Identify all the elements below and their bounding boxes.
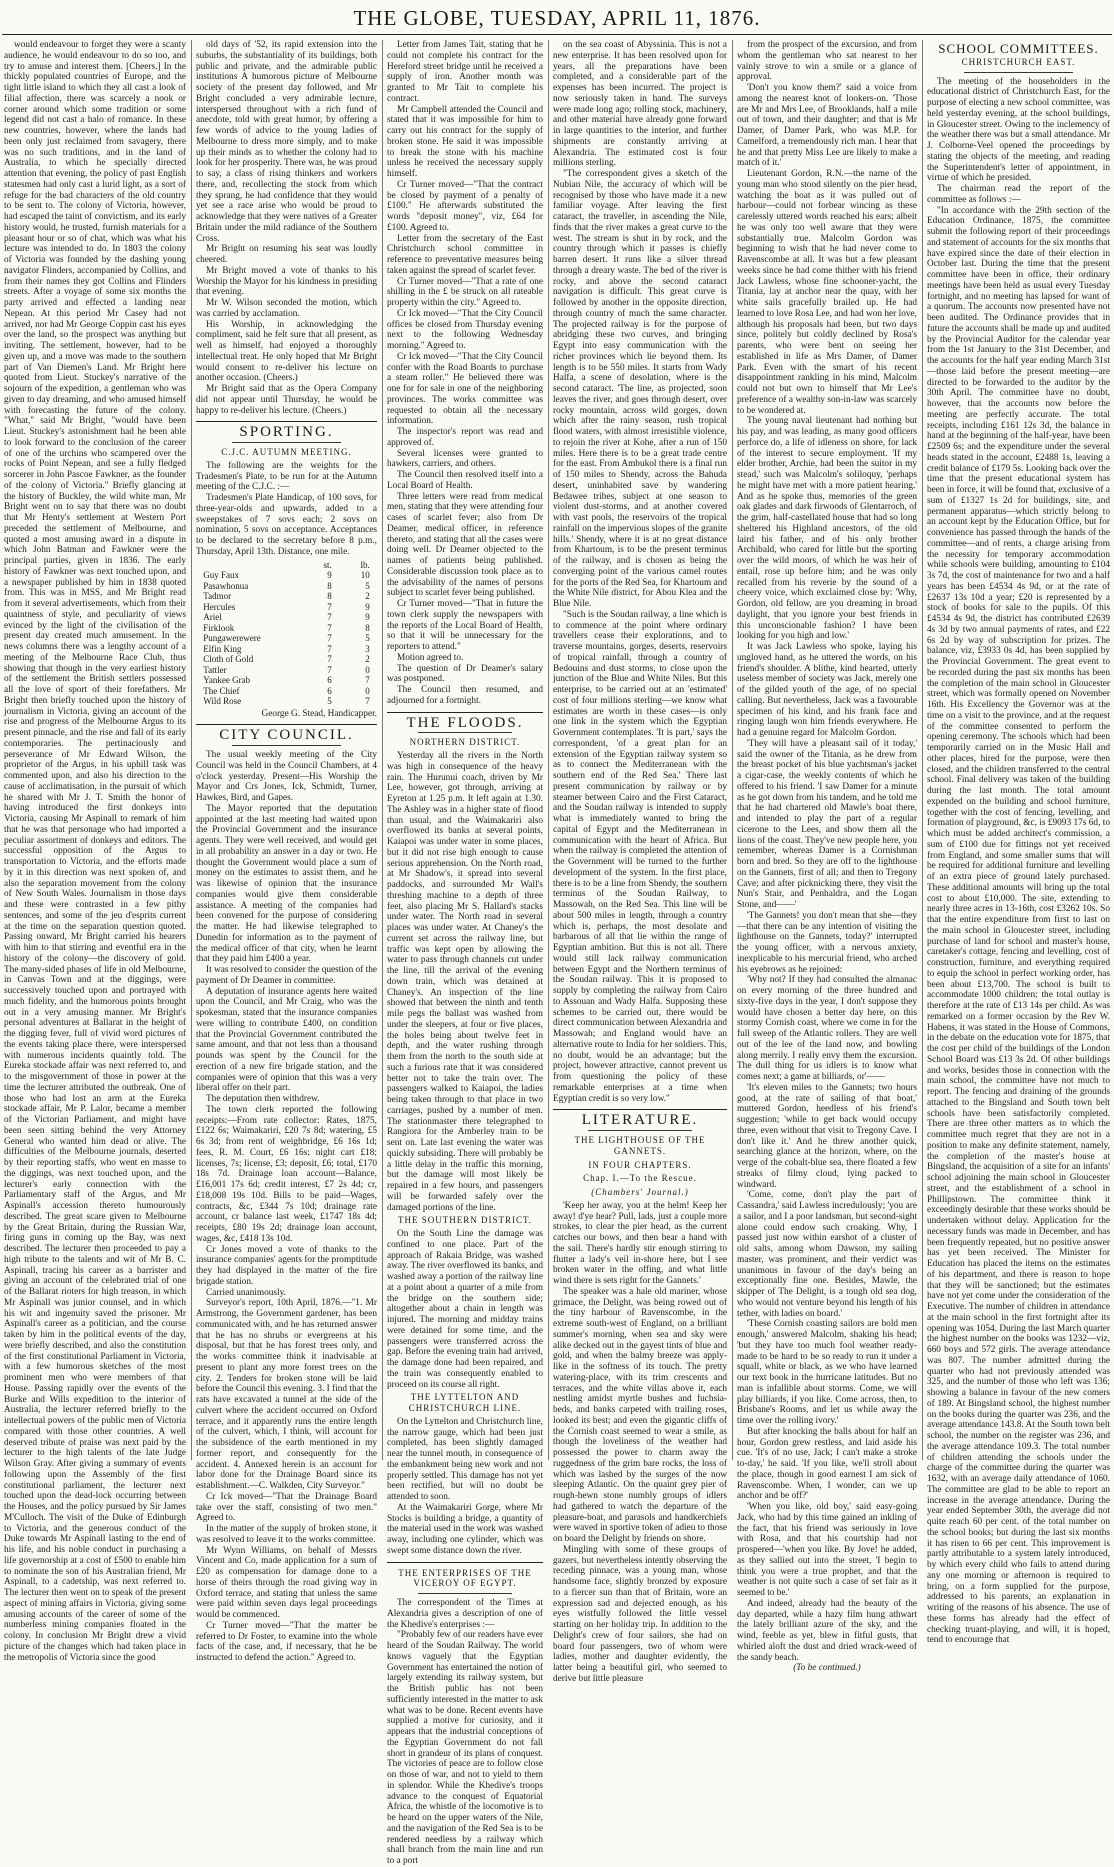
paragraph: Mr Bright moved a vote of thanks to his Worship the Mayor for his kindness in presiding that evening.	[196, 265, 377, 298]
column-divider	[191, 40, 192, 1460]
paragraph: The town clerk reported the following receipts:—From rate collector: Rates, 1875, £122 6s; Waimakariri, £20 7s 8d; watering, £5 6s 3d; from rent of weighbridge, £6 16s 1d; fees, R. M. Court, £6 16s; night cart £18; licenses, 7s; license, £3; deposit, £6; total, £170 18s 7d. Drainage loan account—Balance, £16,001 17s 6d; credit interest, £7 2s 4d; cr, £18,008 19s 10d. Bills to be paid—Wages, contracts, &c, £344 7s 10d; drainage rate account, cr balance last week, £1747 18s 4d; receipts, £80 19s 2d; drainage loan account, wages, &c, £418 13s 10d.	[196, 1104, 377, 1244]
paragraph: from the prospect of the excursion, and from whom the gentleman who sat nearest to her vainly strove to win a smile or a glance of approval.	[737, 40, 917, 83]
table-row	[203, 633, 370, 644]
weight-st: 7	[327, 622, 332, 633]
paragraph: 'Keep her away, you at the helm! Keep her away! d'ye hear? Pull, lads, just a couple more strokes, to clear the pier head, as the current catches our bows, and then bear a hand with the sail. There's hardly stir enough stirring to flutter a lady's veil in-shore here, but I see broken water in the offing, and what little wind there is sets right for the Gannets.'	[553, 1200, 727, 1286]
paragraph: Three letters were read from medical men, stating that they were attending four cases of scarlet fever; also from Dr Deamer, medical officer, in reference thereto, and stating that all the cases were doing well. Dr Deamer objected to the names of patients being published. Considerable discussion took place as to the advisability of the names of persons subject to scarlet fever being published.	[387, 491, 543, 599]
paragraph: The usual weekly meeting of the City Council was held in the Council Chambers, at 4 o'clock yesterday. Present—His Worship the Mayor and Crs Jones, Ick, Schmidt, Turner, Hawkes, Bird, and Gapes.	[196, 750, 377, 803]
paragraph: 'Don't you know them?' said a voice from among the nearest knot of lookers-on. 'Those are Mr and Mrs Lee, of Brooklands, half a mile out of town, and their daughter; and that is Mr Damer, of Damer Park, who was M.P. for Camelford, a tremendously rich man. I hear that he and that pretty Miss Lee are likely to make a match of it.'	[737, 83, 917, 169]
weight-st: 7	[327, 643, 332, 654]
table-row	[203, 675, 370, 686]
viceroy-headline: THE ENTERPRISES OF THE VICEROY OF EGYPT.	[398, 1567, 532, 1589]
table-row	[203, 591, 370, 602]
paragraph: The inspector's report was read and approved of.	[387, 427, 543, 448]
paragraph: 'The Gannets! you don't mean that she—they—that there can be any intention of visiting the lighthouse on the Gannets, today?' interrupted the young officer, with a nervous anxiety, inexplicable to his mercurial friend, who arched his eyebrows as he rejoined:	[737, 910, 917, 975]
paragraph: And indeed, already had the beauty of the day departed, while a hazy film hung athwart the lately brilliant azure of the sky, and the wind, feeble as yet, blew in fitful gusts, that whirled aloft the dust and dried wrack-weed of the sandy beach.	[737, 1598, 917, 1663]
weight-lb: 5	[365, 633, 370, 643]
weight-st: 6	[327, 675, 332, 685]
column-divider	[732, 40, 733, 1460]
paragraph: Carried unanimously.	[206, 1287, 286, 1298]
paragraph: The Council then resumed, and adjourned for a fortnight.	[387, 685, 543, 706]
paragraph: Cr Jones moved a vote of thanks to the insurance companies' agents for the promptitude they had displayed in the matter of the fire brigade station.	[196, 1244, 377, 1287]
school-committees-headline: SCHOOL COMMITTEES.	[938, 41, 1099, 56]
table-row	[203, 686, 370, 697]
paragraph: Letter from the secretary of the East Christchurch school committee in reference to preventative measures being taken against the spread of scarlet fever.	[387, 233, 543, 276]
weight-lb: 2	[365, 591, 370, 601]
paragraph: Several licenses were granted to hawkers, carriers, and others.	[387, 448, 543, 470]
section-rule	[553, 1109, 727, 1110]
paragraph: Lieutenant Gordon, R.N.—the name of the young man who stood silently on the pier head, watching the boat as it was pulled out of harbour—could not forbear wincing as these carelessly uttered words reached his ears; albeit he was only too well aware that they were substantially true. Malcolm Gordon was beginning to wish that he had never come to Ravenscombe at all. It was but a few pleasant weeks since he had come thither with his friend Jack Lawless, whose fine schooner-yacht, the Titania, lay at anchor near the quay, with her white sails gracefully brailed up. He had learned to love Rosa Lee, and had won her love, although his proposals had been, but two days since, politely but coldly declined by Rosa's parents, who were bent on seeing her established in life as Mrs Damer, of Damer Park. Even with the smart of his recent disappointment rankling in his mind, Malcolm could not but own to himself that Mr Lee's preference of a wealthy son-in-law was scarcely to be wondered at.	[737, 169, 917, 416]
paragraph: Motion agreed to.	[397, 652, 464, 663]
weight-lb: 0	[365, 664, 370, 675]
horse-name: Pasawhonua	[203, 580, 249, 591]
paragraph: The Mayor reported that the deputation appointed at the last meeting had waited upon the Provincial Government and the insurance agents. They were well received, and would get in all probability an answer in a day or two. He thought the Government would place a sum of money on the estimates to assist them, and he was likewise of opinion that the insurance companies would give them considerable assistance. A meeting of the companies had been convened for the purpose of considering the matter. He had likewise telegraphed to Dunedin for information as to the payment of the medical officer of that city, when he learnt that they paid him £400 a year.	[196, 803, 377, 965]
paragraph: Mr Bright on resuming his seat was loudly cheered.	[196, 244, 377, 265]
weight-lb: 2	[365, 654, 370, 664]
weight-lb: 0	[365, 685, 370, 696]
paragraph: Cr Ick moved—"That the City Council offices be closed from Thursday evening next to the following Wednesday morning." Agreed to.	[387, 308, 543, 351]
horse-name: Yankee Grab	[203, 675, 251, 685]
paragraph: The chairman read the report of the committee as follows :—	[927, 184, 1110, 205]
table-row	[203, 644, 370, 655]
horse-name: Tattler	[203, 664, 227, 675]
paragraph: 'When you like, old boy,' said easy-going Jack, who had by this time gained an inkling of the fact, that his friend was seriously in love with Rosa, and that his courtship had not prospered—'when you like. By Jove! he added, as they sallied out into the street, 'I begin to think you were a true prophet, and that the weather is not quite such a case of set fair as it seemed to be.'	[737, 1502, 917, 1598]
paragraph: Tradesmen's Plate Handicap, of 100 sovs, for three-year-olds and upwards, added to a sweepstakes of 7 sovs each; 2 sovs on nomination, 5 sovs on acceptance. Acceptances to be declared to the secretary before 8 p.m., Thursday, April 13th. Distance, one mile.	[196, 493, 377, 557]
table-row	[203, 665, 370, 676]
horse-name: Pungawerewere	[203, 633, 261, 643]
section-rule	[196, 724, 377, 725]
column-5	[737, 40, 917, 1674]
table-row	[203, 602, 370, 613]
paragraph: In the matter of the supply of broken stone, it was resolved to leave it to the works committee.	[196, 1524, 377, 1545]
floods-headline: THE FLOODS.	[406, 714, 524, 731]
weight-lb: 3	[365, 643, 370, 654]
paragraph: The meeting of the householders in the educational district of Christchurch East, for the purpose of electing a new school committee, was held yesterday evening, at the school buildings, in Gloucester street. Owing to the inclemency of the weather there was but a small attendance. Mr J. Colborne-Veel opened the proceedings by stating the objects of the meeting, and reading the Superintendent's letter of appointment, in virtue of which he presided.	[927, 76, 1110, 184]
floods-subhead: NORTHERN DISTRICT.	[409, 737, 521, 748]
column-3	[387, 40, 543, 1866]
separator	[588, 1130, 692, 1131]
weight-lb: 9	[365, 601, 370, 612]
section-rule	[196, 421, 377, 422]
table-row	[203, 623, 370, 634]
paragraph: On the Lyttelton and Christchurch line, the narrow gauge, which had been just completed, has been slightly damaged near the tunnel mouth, in consequence of the embankment being new work and not properly settled. This damage has not yet been rectified, but will no doubt be attended to soon.	[387, 1416, 543, 1502]
city-council-headline: CITY COUNCIL.	[219, 727, 354, 744]
weight-st: 7	[327, 633, 332, 643]
section-rule	[387, 712, 543, 713]
lecture-conclusion: old days of '52, its rapid extension into the suburbs, the substantiality of its buildings, both public and private, and the admirable public institutions A humorous picture of Melbourne society of the present day followed, and Mr Bright concluded a very admirable lecture, interspersed throughout with a rich fund of anecdote, told with great humor, by offering a few words of advice to the young ladies of Melbourne to dress more simply, and to make up their minds as to whether the colony had to look for her prosperity. There was, he was proud to say, a class of rising thinkers and workers there, and, recollecting the stock from which they sprang, he had confidence that they would yet see a race arise who would be proud to acknowledge that they were natives of a Greater Britain under the mild radiance of the Southern Cross.	[196, 40, 377, 244]
column-divider	[548, 40, 549, 1460]
paragraph: 'These Cornish coasting sailors are bold men enough,' answered Malcolm, shaking his head; 'but they have too much fool weather ready-made to be hard to be so ready to run it under a squall, white or black, as we who have learned our text book in the hurricane latitudes. But no man is infallible about storms. Come, we will play billiards, if you like. Come across, then, to Brisbane's Rooms, and let us while away the time over the rolling ivory.'	[737, 1319, 917, 1426]
sporting-subhead: C.J.C. AUTUMN MEETING.	[221, 447, 352, 457]
paragraph: Mr Wynn Williams, on behalf of Messrs Vincent and Co, made application for a sum of £20 as compensation for damage done to a horse of theirs through the road giving way in Oxford terrace, and stating that unless the same were paid within seven days legal proceedings would be commenced.	[196, 1545, 377, 1620]
weight-lb: 7	[365, 696, 370, 706]
story-chapters: IN FOUR CHAPTERS.	[588, 1159, 692, 1170]
school-subhead: CHRISTCHURCH EAST.	[961, 56, 1076, 67]
paragraph: But after knocking the balls about for half an hour, Gordon grew restless, and laid aside his cue. 'It's of no use, Jack; I can't make a stroke to-day,' he said. 'If you like, we'll stroll about the place, though in good earnest I am sick of Ravenscombe. When, I wonder, can we up anchor and be off?'	[737, 1426, 917, 1502]
column-divider	[382, 40, 383, 1460]
story-title: THE LIGHTHOUSE OF THE GANNETS.	[574, 1135, 706, 1156]
sporting-headline: SPORTING.	[239, 424, 334, 441]
weight-st: 7	[327, 654, 332, 664]
paragraph: The young naval lieutenant had nothing but his pay, and was leading, as many good officers perforce do, a life of idleness on shore, for lack of the interest to secure employment. 'If my elder brother, Archie, had been the suitor in my stead,' such was Malcolm's soliloquy, 'perhaps he might have met with a more patient hearing.' And as he spoke thus, memories of the green oak glades and dark firwoods of Glentarroch, of the grim, half-castellated house that had so long sheltered his Highland ancestors, of the old laird his father, and of his only brother Archibald, who cared for little but the sporting over the wild moors, of which he was heir of entail, rose up before him; and he was only recalled from his reverie by the sound of a cheery voice, which exclaimed close by: 'Why, Gordon, old fellow, are you dreaming in broad daylight, that you ignore your best friends in this unconscionable fashion? I have been looking for you high and low.'	[737, 416, 917, 642]
paragraph: 'It's eleven miles to the Gannets; two hours good, at the rate of sailing of that boat,' muttered Gordon, heedless of his friend's suggestion; 'while to get back would occupy three, even without that visit to Tregony Cave. I don't like it.' And he threw another quick, searching glance at the horizon, where, on the verge of the cobalt-blue sea, there floated a few streaks of filmy cloud, lying packed to windward.	[737, 1082, 917, 1190]
paragraph: Cr Turner moved—"That in future the town clerk supply the newspapers with the reports of the Local Board of Health, so that it will be unnecessary for the reporters to attend."	[387, 599, 543, 652]
chapter-title: Chap. I.—To the Rescue.	[583, 1173, 697, 1184]
table-row	[203, 581, 370, 592]
literature-headline: LITERATURE.	[581, 1112, 699, 1129]
weight-lb: 10	[360, 570, 370, 580]
paragraph: It was resolved to consider the question of the payment of Dr Deamer in committee.	[196, 965, 377, 986]
paragraph: Cr Turner moved—"That the contract be closed by payment of a penalty of £100." He afterwards substituted the words "deposit money", viz, £64 for £100. Agreed to.	[387, 179, 543, 233]
table-header-cell	[203, 560, 294, 571]
weight-st: 7	[327, 601, 332, 612]
paragraph: At the Waimakariri Gorge, where Mr Stocks is building a bridge, a quantity of the material used in the work was washed away, including one cylinder, which was swept some distance down the river.	[387, 1502, 543, 1556]
masthead: THE GLOBE, TUESDAY, APRIL 11, 1876.	[353, 6, 761, 30]
separator	[418, 1593, 512, 1594]
paragraph: The question of Dr Deamer's salary was postponed.	[387, 663, 543, 685]
lecture-text: would endeavour to forget they were a scanty audience, he would endeavour to do so too, and try to amuse and interest them. [Cheers.] In the thickly populated countries of Europe, and the tight little island to which they all cast a look of filial affection, there was scarcely a nook or corner around which some tradition or some legend did not cast a halo of romance. In these new countries, however, where the lands had been only just reclaimed from savagery, there was no such traditions, and in the land of Australia, to which he specially directed attention that evening, the policy of past English statesmen had only cast a lurid light, as a sort of refuge for the bad characters of the old country to be sent to. The colony of Victoria, however, had escaped the taint of convictism, and its early history would, he trusted, furnish materials for a pleasant hour or so of chat, which was what his lecture was intended to do. In 1803 the colony of Victoria was founded by the dashing young navigator Flinders, accompanied by Collins, and from their names they got Collins and Flinders streets. After a voyage of some six months the party arrived and effected a landing near Nepean. At this period Mr Casey had not arrived, nor had Mr George Coppin cast his eyes over the land, so the prospect was anything but inviting. The settlement, however, had to be given up, and a move was made to the southern part of Van Diemen's Land. Mr Bright here quoted from Lieut. Stuckey's narrative of the sojourn of the expedition, a gentleman who was given to day dreaming, and who amused himself with forecasting the future of the colony. "What," said Mr Bright, "would have been Lieut. Stuckey's astonishment had he been able to look forward to the conclusion of the career of one of the urchins who scampered over the rocks of Point Nepean, and see a fully fledged sorcerer in John Pascoe Fawkner, as the founder of the colony of Victoria." Briefly glancing at the history of Buckley, the wild white man, Mr Bright went on to say that there was no doubt that Mr Henty's settlement at Western Port preceded the settlement of Melbourne, and quoted a most amusing award in a dispute in which John Batman and Fawkner were the principal parties, given in 1836. The early history of Fawkner was next touched upon, and a newspaper published by him in 1838 quoted from. This was in MSS, and Mr Bright read from it several advertisements, which from their quaintness of style, and peculiarity of views evinced by the light of the civilisation of the present day created much amusement. In the news columns there was a lengthy account of a meeting of the Melbourne Race Club, thus showing that though in the very earliest history of the settlement the British settlers possessed all the love of sport of their forefathers. Mr Bright then briefly touched upon the history of journalism in Victoria, giving an account of the rise and progress of the Melbourne Argus to its present pinnacle, and the rise and fall of its early contemporaries. The pertinaciously and perseverance of Mr Edward Wilson, the proprietor of the Argus, in his uphill task was commented upon, and also his direction to the cause of acclimatisation, in the pursuit of which he shared with Mr J. T. Smith the honor of having introduced the first donkeys into Victoria, causing Mr Aspinall to remark of him that he was that personage who had imported a peculiar assortment of donkeys and editors. The successful opposition of the Argus to transportation to Victoria, and the efforts made by it in this direction was next spoken of, and also the separation movement from the colony of New South Wales. Journalism in those days and these were contrasted in a few pithy sentences, and some of the jeu d'esprits current at the time on the separation question quoted. Passing onward, Mr Bright carried his hearers with him to that stirring and eventful era in the history of the colony—the discovery of gold. The many-sided phases of life in old Melbourne, in Canvas Town and at the diggings, were successively touched upon and portrayed with much fidelity, and the humorous points brought out in a very amusing manner. Mr Bright's personal adventures at Ballarat in the height of the digging fever, full of vivid word pictures of the events taking place there, were interspersed with numerous incidents quaintly told. The Eureka stockade affair was next referred to, and to the misgovernment of those in power at the time the lecturer attributed the outbreak. One of those who had lost an arm at the Eureka stockade affair, Mr P. Lalor, became a member of the Victorian Parliament, and might have been seen sitting behind the very Attorney General who wanted him dead or alive. The difficulties of the Melbourne journals, deserted by their reporting staffs, who went en masse to the diggings, was next touched upon, and the lecturer's early connection with the Parliamentary staff of the Argus, and Mr Aspinall's accession thereto humourously described. The great scare given to Melbourne by the Great Britain, during the Russian War, firing guns in coming up the Bay, was next described. The lecturer then proceeded to pay a high tribute to the talents and wit of Mr B. C. Aspinall, tracing his career as a barrister and giving an account of the celebrated trial of one of the Ballarat rioters for high treason, in which Mr Aspinall was junior counsel, and in which his wit and ingenuity saved the prisoner. Mr Aspinall's career as a politician, and the course taken by him in the political events of the day, were briefly described, and also the constitution of the first constitutional Parliament in Victoria, with a few humorous sketches of the most prominent men who were members of that House. Passing rapidly over the events of the Burke and Wills expedition to the interior of Australia, the lecturer referred briefly to the intellectual powers of the public men of Victoria compared with those other countries. A well deserved tribute of praise was next paid by the lecturer to the high talents of the late Judge Wilson Gray. After giving a summary of events following upon the Assembly of the first constitutional parliament, the lecturer next touched upon the dead-lock occurring between the Houses, and the policy pursued by Sir James M'Culloch. The visit of the Duke of Edinburgh to Victoria, and the generous conduct of the Duke towards Mr Aspinall lasting to the end of his life, and his noble conduct in purchasing a life governorship at a cost of £500 to enable him to nominate the son of his Australian friend, Mr Aspinall, to a cadetship, was next referred to. The lecturer then went on to speak of the present aspect of mining affairs in Victoria, giving some amusing accounts of the career of some of the numberless mining companies floated in the colony. In conclusion Mr Bright drew a vivid picture of the changes which had taken place in the metropolis of Victoria since the good	[4, 40, 186, 1663]
paragraph: On the South Line the damage was confined to one place. Part of the approach of Rakaia Bridge, was washed away. The river overflowed its banks, and washed away a portion of the railway line at a point about a quarter of a mile from the bridge on the southern side; altogether about a chain in length was injured. The morning and midday trains were detained for some time, and the passengers were transferred across the gap. Before the evening train had arrived, the damage done had been repaired, and the train was consequently enabled to proceed on its course all right.	[387, 1229, 543, 1390]
southern-subhead: THE SOUTHERN DISTRICT.	[397, 1215, 533, 1226]
separator	[232, 745, 341, 746]
weight-lb: 7	[365, 675, 370, 685]
paragraph: "In accordance with the 29th section of the Education Ordinance, 1875, the committee submit the following report of their proceedings and statement of accounts for the six months that have expired since the date of their election in October last. During the time that the present committee have been in office, their ordinary meetings have been held as usual every Tuesday fortnight, and no meeting has lapsed for want of a quorum. The accounts now presented have not been audited. The Ordinance provides that in future the accounts shall be made up and audited by the Provincial Auditor for the calendar year from the 1st January to the 31st December, and the accounts for the half year ending March 31st—those laid before the present meeting—are directed to be forwarded to the auditor by the 30th April. The committee have no doubt, however, that the accounts now before the meeting are perfectly accurate. The total receipts, including £161 12s 3d, the balance in hand at the beginning of the half-year, have been £2509 6s; and the expenditure under the several heads stated in the account, £2488 1s, leaving a credit balance of £179 5s. Looking back over the time that the present educational system has been in force, it will be found that, exclusive of a sum of £1327 1s 2d for buildings, site, and permanent apparatus—which strictly belong to an account kept by the Education Office, but for convenience has passed through the hands of the committee—and of rents, a charge arising from the necessity for temporary accommodation while schools were building, amounting to £104 3s 7d, the cost of maintenance for two and a half years has been £4534 4s 9d, or at the rate of £2637 13s 10d a year; £20 is represented by a stock of books for sale to the pupils. Of this £4534 4s 9d, the district has contributed £2639 4s 3d by two annual payments of rates, and £22 6s 2d by way of subscription for prizes. The balance, viz, £3933 0s 4d, has been supplied by the Provincial Government. The great event to be recorded during the past six months has been the completion of the main school in Gloucester street, which was formally opened on November 16th. His Excellency the Governor was at the time on a visit to the province, and at the request of the committee consented to perform the opening ceremony. The schools which had been temporarily carried on in the Music Hall and other places, hired for the purpose, were then closed, and the children transferred to the central school. Final delivery was taken of the building during the last month. The total amount expended on the building and school furniture, together with the cost of fencing, levelling, and formation of playground, &c, is £9093 17s 6d, to which must be added architect's commission, a sum of £100 due for fittings not yet received from England, and some smaller sums that will be required for additional furniture and levelling of an extra piece of ground lately purchased. These additional amounts will bring up the total cost to about £10,000. The site, extending to nearly three acres in 13-16th, cost £3262 10s. So that the entire expenditure from first to last on the main school in Gloucester street, including purchase of land for school and master's house, caretaker's cottage, fencing and levelling, cost of construction, furniture, and everything required to equip the school in perfect working order, has been about £13,700. The school is built to accommodate 1000 children; the total outlay is therefore at the rate of £13 14s per child. As was remarked on a former occasion by the Rev W. Habens, it was stated in the House of Commons, in the debate on the education vote for 1875, that the cost per child of the buildings of the London School Board was £13 3s 2d. Of other buildings and works, besides those in connection with the main school, the committee have not much to report. The fencing and draining of the grounds attached to the Bingsland and South town belt schools have been satisfactorily completed. There are three other matters as to which the committee much regret that they are not in a position to make any definite statement, namely, the completion of the master's house at Bingsland, the acquisition of a site for an infants' school adjoining the main school in Gloucester street, and the establishment of a school in Phillipstown. The committee think it exceedingly desirable that these works should be undertaken without delay. Application for the necessary funds was made in December, and has been frequently repeated, but no positive answer has yet been received. The Minister for Education has placed the items on the estimates of his department, and there is reason to hope that they will be sanctioned; but the estimates have not yet come under the consideration of the Executive. The number of children in attendance at the main school in the first fortnight after its opening was 1054. During the last March quarter the highest number on the books was 1232—viz, 660 boys and 572 girls. The average attendance was 807. The number admitted during the quarter who had not previously attended was 325, and the number of those who left was 136; showing a balance in favour of the new comers of 189. At Bingsland school, the highest number on the books during the quarter was 236, and the average attendance 143.8. At the South town belt school, the number on the register was 236, and the average attendance 109.3. The total number of children attending the schools under the charge of the committee during the quarter was 1632, with an average daily attendance of 1060. The committee are glad to be able to report an increase in the average attendance. During the year ended September 30th, the average did not quite reach 60 per cent. of the total number on the school books; but during the last six months it has risen to 66 per cent. This improvement is partly attributable to a system lately introduced, by which every child who fails to attend during any one morning or afternoon is required to bring, on a form supplied for the purpose, addressed to his parents, an explanation in writing of the reasons of his absence. The use of these forms has already had the effect of checking truant-playing, and will, it is hoped, tend to encourage that	[927, 205, 1110, 1646]
paragraph: Cr Turner moved—"That the matter be referred to Dr Foster, to examine into the whole facts of the case, and, if necessary, that he be instructed to defend the action." Agreed to.	[196, 1620, 377, 1663]
paragraph: It was Jack Lawless who spoke, laying his ungloved hand, as he uttered the words, on his friend's shoulder. A blithe, kind hearted, utterly useless member of society was Jack, merely one of the gilded youth of the age, of no special calling. But nevertheless, Jack was a favourable specimen of his kind, and his frank face and ringing laugh won him friends everywhere. He had a genuine regard for Malcolm Gordon.	[737, 642, 917, 738]
section-rule	[387, 1562, 543, 1563]
paragraph: A deputation of insurance agents here waited upon the Council, and Mr Craig, who was the spokesman, stated that the insurance companies were willing to contribute £400, on condition that the Provincial Government contributed the same amount, and that not less than a thousand pounds was spent by the Council for the erection of a new fire brigade station, and the companies were of opinion that this was a very liberal offer on their part.	[196, 986, 377, 1094]
paragraph: His Worship, in acknowledging the compliment, said he felt sure that all present, as well as himself, had enjoyed a thoroughly intellectual treat. He only hoped that Mr Bright would consent to re-deliver his lecture on another occasion. (Cheers.)	[196, 319, 377, 384]
paragraph: 'Why not? If they had consulted the almanac on every morning of the three hundred and sixty-five days in the year, I don't suppose they would have chosen a better day here, on this stormy Cornish coast, where we come in for the full sweep of the Atlantic rollers. They are well out of the lee of the land now, and bowling along merrily. I really envy them the excursion. The dull thing for us idlers is to know what comes next; a game at billiards, or'——	[737, 975, 917, 1082]
paragraph: The Council then resolved itself into a Local Board of Health.	[387, 470, 543, 491]
weights-table	[203, 560, 370, 707]
table-header-cell: st.	[323, 559, 332, 570]
lyttelton-subhead: THE LYTTELTON AND CHRISTCHURCH LINE.	[408, 1392, 522, 1413]
weight-lb: 5	[365, 580, 370, 591]
paragraph: Mr Bright said that as the Opera Company did not appear until Thursday, he would be happy to re-deliver his lecture. (Cheers.)	[196, 384, 377, 416]
weight-st: 9	[327, 570, 332, 580]
horse-name: Ariel	[203, 612, 222, 622]
paragraph: The speaker was a hale old mariner, whose grimace, the Delight, was being rowed out of the tiny harbour of Ravenscombe, in the extreme south-west of England, on a brilliant summer's morning, when sea and sky were alike decked out in the gayest tints of blue and gold, and when the balmy breeze was apply-like in the softness of its touch. The pretty watering-place, with its trim crescents and terraces, and the white villas above it, each nestling amidst myrtle bushes and fuchsia-beds, and banks carpeted with trailing roses, looked its best; and even the gigantic cliffs of the Cornish coast seemed to wear a smile, as though the loveliness of the weather had possessed the power to charm away the ruggedness of the grim bare rocks, the loss of which was lashed by the surges of the now sleeping Atlantic. On the quaint grey pier of rough-hewn stone numbly groups of idlers had gathered to watch the departure of the pleasure-boat, and parasols and handkerchiefs were waved in sportive token of adieu to those on board the Delight by friends on shore.	[553, 1286, 727, 1544]
handicapper-signature: George G. Stead, Handicapper.	[261, 708, 377, 719]
paragraph: Cr Ick moved—"That the Drainage Board take over the staff, consisting of two men." Agreed to.	[196, 1491, 377, 1524]
weight-st: 5	[327, 696, 332, 706]
to-be-continued: (To be continued.)	[793, 1663, 861, 1674]
column-divider	[922, 40, 923, 1460]
paragraph: 'Come, come, don't play the part of Cassandra,' said Lawless incredulously; 'you are a sailor, and I a poor landsman, but second-sight alone could endow such croaking. Why, I passed just now within earshot of a cluster of old salts, among whom Dawson, my sailing master, was prominent, and their verdict was unanimous in favour of the day's being an exceptionally fine one. Besides, Mawle, the skipper of The Delight, is a tough old sea dog, who would not venture beyond his length of his tether, with ladies on board.'	[737, 1190, 917, 1319]
paragraph: Mr Campbell attended the Council and stated that it was impossible for him to carry out his contract for the supply of broken stone. He said it was impossible to break the stone with his machine unless he received the necessary supply himself.	[387, 104, 543, 179]
horse-name: Tadmor	[203, 591, 232, 601]
paragraph: The following are the weights for the Tradesmen's Plate, to be run for at the Autumn meeting of the C.J.C. :—	[196, 460, 377, 493]
weight-lb: 8	[365, 622, 370, 633]
paragraph: Mingling with some of these groups of gazers, but nevertheless intently observing the receding pinnace, was a young man, whose handsome face, slightly bronzed by exposure to a fiercer sun than that of Britain, wore an expression sad and dejected enough, as his eyes wistfully followed the little vessel starting on her holiday trip. In addition to the Delight's crew of four sailors, she had on board four passengers, two of whom were ladies, mother and daughter evidently, the latter being a beautiful girl, who seemed to derive but little pleasure	[553, 1544, 727, 1684]
paragraph: "The correspondent gives a sketch of the Nubian Nile, the accuracy of which will be recognised by those who have made it a new familiar voyage. After leaving the first cataract, the traveller, in ascending the Nile, finds that the river makes a great curve to the west. The stream is shut in by rock, and the country through which it passes is chiefly barren desert. It runs like a silver thread through a dreary waste. The bed of the river is rocky, and above the second cataract navigation is difficult. This great curve is followed by another in the opposite direction, through country of much the same character. The projected railway is for the purpose of abridging these two curves, and bringing Egypt into easy communication with the richer provinces which lie beyond them. Its length is to be 550 miles. It starts from Wady Halfa, a scene of desolation, where is the second cataract. 'The line, as projected, soon leaves the river, and goes through desert, over rocky mountain, across wild gorges, down which after the rainy season, rush tropical flood waters, with almost irresistible violence, to rejoin the river at Kohe, after a run of 150 miles. Here there is to be a great trade centre for the east. From Ambukol there is a final run of 150 miles to Shendy, across the Bahuda desert, uninhabited save by wandering Bedawee tribes, subject at one season to violent dust-storms, and at another covered with vast pools, the reservoirs of the tropical rainfall on the impervious slopes of the granite hills.' Shendy, where it is at no great distance from Khartoum, is to be the present terminus of the railway, and is chosen as being the converging point of the various camel routes for the ports of the Red Sea, for Khartoum and the White Nile district, for Abou Klea and the Blue Nile.	[553, 169, 727, 609]
weight-st: 6	[327, 685, 332, 696]
paragraph: Cr Turner moved—"That a rate of one shilling in the £ be struck on all rateable property within the city." Agreed to.	[387, 276, 543, 308]
horse-name: Wild Rose	[203, 696, 242, 706]
table-row	[203, 570, 370, 581]
horse-name: The Chief	[203, 685, 240, 696]
paragraph: Mr W. Wilson seconded the motion, which was carried by acclamation.	[196, 298, 377, 319]
paragraph: The deputation then withdrew.	[206, 1094, 320, 1104]
weight-st: 7	[327, 612, 332, 622]
paragraph: Yesterday all the rivers in the North was high in consequence of the heavy rain. The Hurunui coach, driven by Mr Lee, however, got through, arriving at Eyreton at 1.25 p.m. It left again at 1.30. The Ashley was in a higher state of flood than usual, and the Waimakariri also overflowed its banks at several points, Kaiapoi was under water in some places, but it did not rise high enough to cause serious apprehension. On the North road, at Mr Shadow's, it spread into several paddocks, and surrounded Mr Wall's threshing machine to a depth of three feet, also placing Mr S. Hallard's stacks under water. The North road in several places was under water. At Chaney's the current set across the railway line, but traffic was kept open by allowing the water to pass through channels cut under the line, till the arrival of the evening down train, which was detained at Chaney's. An inspection of the line showed that between the ninth and tenth mile pegs the ballast was washed from under the sleepers, at four or five places, the holes being about twelve feet in depth, and the water rushing through them from the north to the south side at such a furious rate that it was considered better not to take the train over. The passengers walked to Kaiapoi, the ladies being taken through to that place in two carriages, pushed by a number of men. The stationmaster there telegraphed to Rangiora for the Amberley train to be sent on. Late last evening the water was quickly subsiding. There will probably be a little delay in the traffic this morning, but the damage will most likely be repaired in a few hours, and passengers will be forwarded safely over the damaged portions of the line.	[387, 751, 543, 1213]
weight-st: 7	[327, 664, 332, 675]
separator	[964, 72, 1074, 73]
horse-name: Cloth of Gold	[203, 654, 254, 664]
story-source: (Chambers' Journal.)	[591, 1187, 689, 1197]
weight-lb: 9	[365, 612, 370, 622]
column-1	[4, 40, 186, 1663]
column-6	[927, 40, 1110, 1646]
paragraph: Letter from James Tait, stating that he could not complete his contract for the Hereford street bridge until he received a supply of iron. Another month was granted to Mr Tait to complete his contract.	[387, 40, 543, 104]
horse-name: Firklook	[203, 622, 235, 633]
horse-name: Hercules	[203, 601, 236, 612]
paragraph: 'They will have a pleasant sail of it today,' said the owner of the Titania, as he drew from the breast pocket of his blue yachtsman's jacket a cigar-case, the weekly contents of which he offered to his friend. 'I saw Damer for a minute as he got down from his tandem, and he told me that he had chartered old Mawle's boat there, and intended to play the part of a regular cicerone to the Lees, and show them all the lions of the coast. They've new people here, you remember, whereas Damer is a Cornishman born and bred. So they are off to the lighthouse on the Gannets, first of all; and then to Tregony Cave; and after picknicking there, they visit the Nun's Stair, and Penhaldra, and the Logan Stone, and——'	[737, 738, 917, 910]
horse-name: Guy Faux	[203, 570, 239, 580]
separator	[418, 732, 512, 733]
column-2	[196, 40, 377, 1663]
separator	[232, 442, 341, 443]
paragraph: Cr Ick moved—"That the City Council confer with the Road Boards to purchase a steam roller." He believed there was one for for sale in one of the neighboring provinces. The works committee was requested to obtain all the necessary information.	[387, 351, 543, 427]
horse-name: Elfin King	[203, 643, 242, 654]
paragraph: on the sea coast of Abyssinia. This is not a new enterprise. It has been resolved upon for years, all the preparations have been completed, and a considerable part of the expenses has been incurred. The project is now seriously taken in hand. The surveys were made long ago; rolling stock, machinery, and other material have already gone forward in large quantities to the interior, and further shipments are constantly arriving at Alexandria. The estimated cost is four millions sterling.	[553, 40, 727, 169]
weight-st: 8	[327, 591, 332, 601]
paragraph: "Such is the Soudan railway, a line which is to commence at the point where ordinary travellers cease their explorations, and to traverse mountains, gorges, deserts, reservoirs of tropical rainfall, through a country of Bedouins and dust storms, to close upon the junction of the Blue and White Niles. But this enterprise, to be carried out at an 'estimated' cost of four millions sterling—we know what estimates are worth in these cases—is only one link in the system which the Egyptian Government contemplates. 'It is part,' says the correspondent, 'of a great plan for an extension of the Egyptian railway system so as to connect the Mediterranean with the southern end of the Red Sea.' There last present communication by railway or by steamer between Cairo and the First Cataract, and the Soudan railway is intended to supply what is immediately wanted to bring the capital of Egypt and the Mediterranean in communication with the heart of Africa. But when the railway is completed the attention of the Government will be turned to the further development of the system. In the first place, there is to be a line from Shendy, the southern terminus of the Soudan Railway, to Massowah, on the Red Sea. This line will be about 500 miles in length, through a country which is, perhaps, the most desolate and barbarous of all that lie within the range of Egyptian ambition. But this is not all. There would still lack railway communication between Egypt and the Northern terminus of the Soudan railway. This it is proposed to supply by completing the railway from Cairo to Assouan and Wady Halfa. Supposing these schemes to be carried out, there would be direct communication between Alexandria and Massowah; and England would have an alternative route to India for her soldiers. This, no doubt, would be an advantage; but the project, however attractive, cannot prevent us from questioning the policy of these remarkable enterprises at a time when Egyptian credit is so very low."	[553, 609, 727, 1104]
masthead-rule	[2, 34, 1112, 35]
table-header-cell: lb.	[360, 559, 370, 570]
weight-st: 8	[327, 580, 332, 591]
paragraph: "Probably few of our readers have ever heard of the Soudan Railway. The world knows vaguely that the Egyptian Government has entertained the notion of largely extending its railway system, but the British public has not been sufficiently interested in the matter to ask what was to be done. Recent events have supplied a motive for curiosity, and it appears that the industrial conceptions of the Egyptian Government do not fall short in grandeur of its plans of conquest. The victories of peace are to follow close on those of war, and not to yield to them in splendor. While the Khedive's troops advance to the conquest of Equatorial Africa, the whistle of the locomotive is to be heard on the upper waters of the Nile, and the navigation of the Red Sea is to be rendered needless by a railway which shall branch from the main line and run to a port	[387, 1630, 543, 1866]
table-row	[203, 612, 370, 623]
paragraph: Surveyor's report, 10th April, 1876.—"1. Mr Armstrong, the Government gardener, has been communicated with, and he has returned answer that he has no shrubs or evergreens at his disposal, but that he has forest trees only, and the works committee think it inadvisable at present to plant any more forest trees on the city. 2. Tenders for broken stone will be laid before the Council this evening. 3. I find that the rats have excavated a tunnel at the side of the culvert where the accident occurred on Oxford terrace, and it apparently runs the entire length of the culvert, which, I think, will account for the subsidence of the earth mentioned in my former report, and consequently for the accident. 4. Annexed herein is an account for labor done for the Drainage Board since its establishment.—C. Walkden, City Surveyor."	[196, 1298, 377, 1491]
table-header-row	[203, 560, 370, 571]
table-row	[203, 696, 370, 707]
paragraph: The correspondent of the Times at Alexandria gives a description of one of the Khedive's enterprises :—	[387, 1598, 543, 1630]
column-4	[553, 40, 727, 1684]
table-row	[203, 654, 370, 665]
